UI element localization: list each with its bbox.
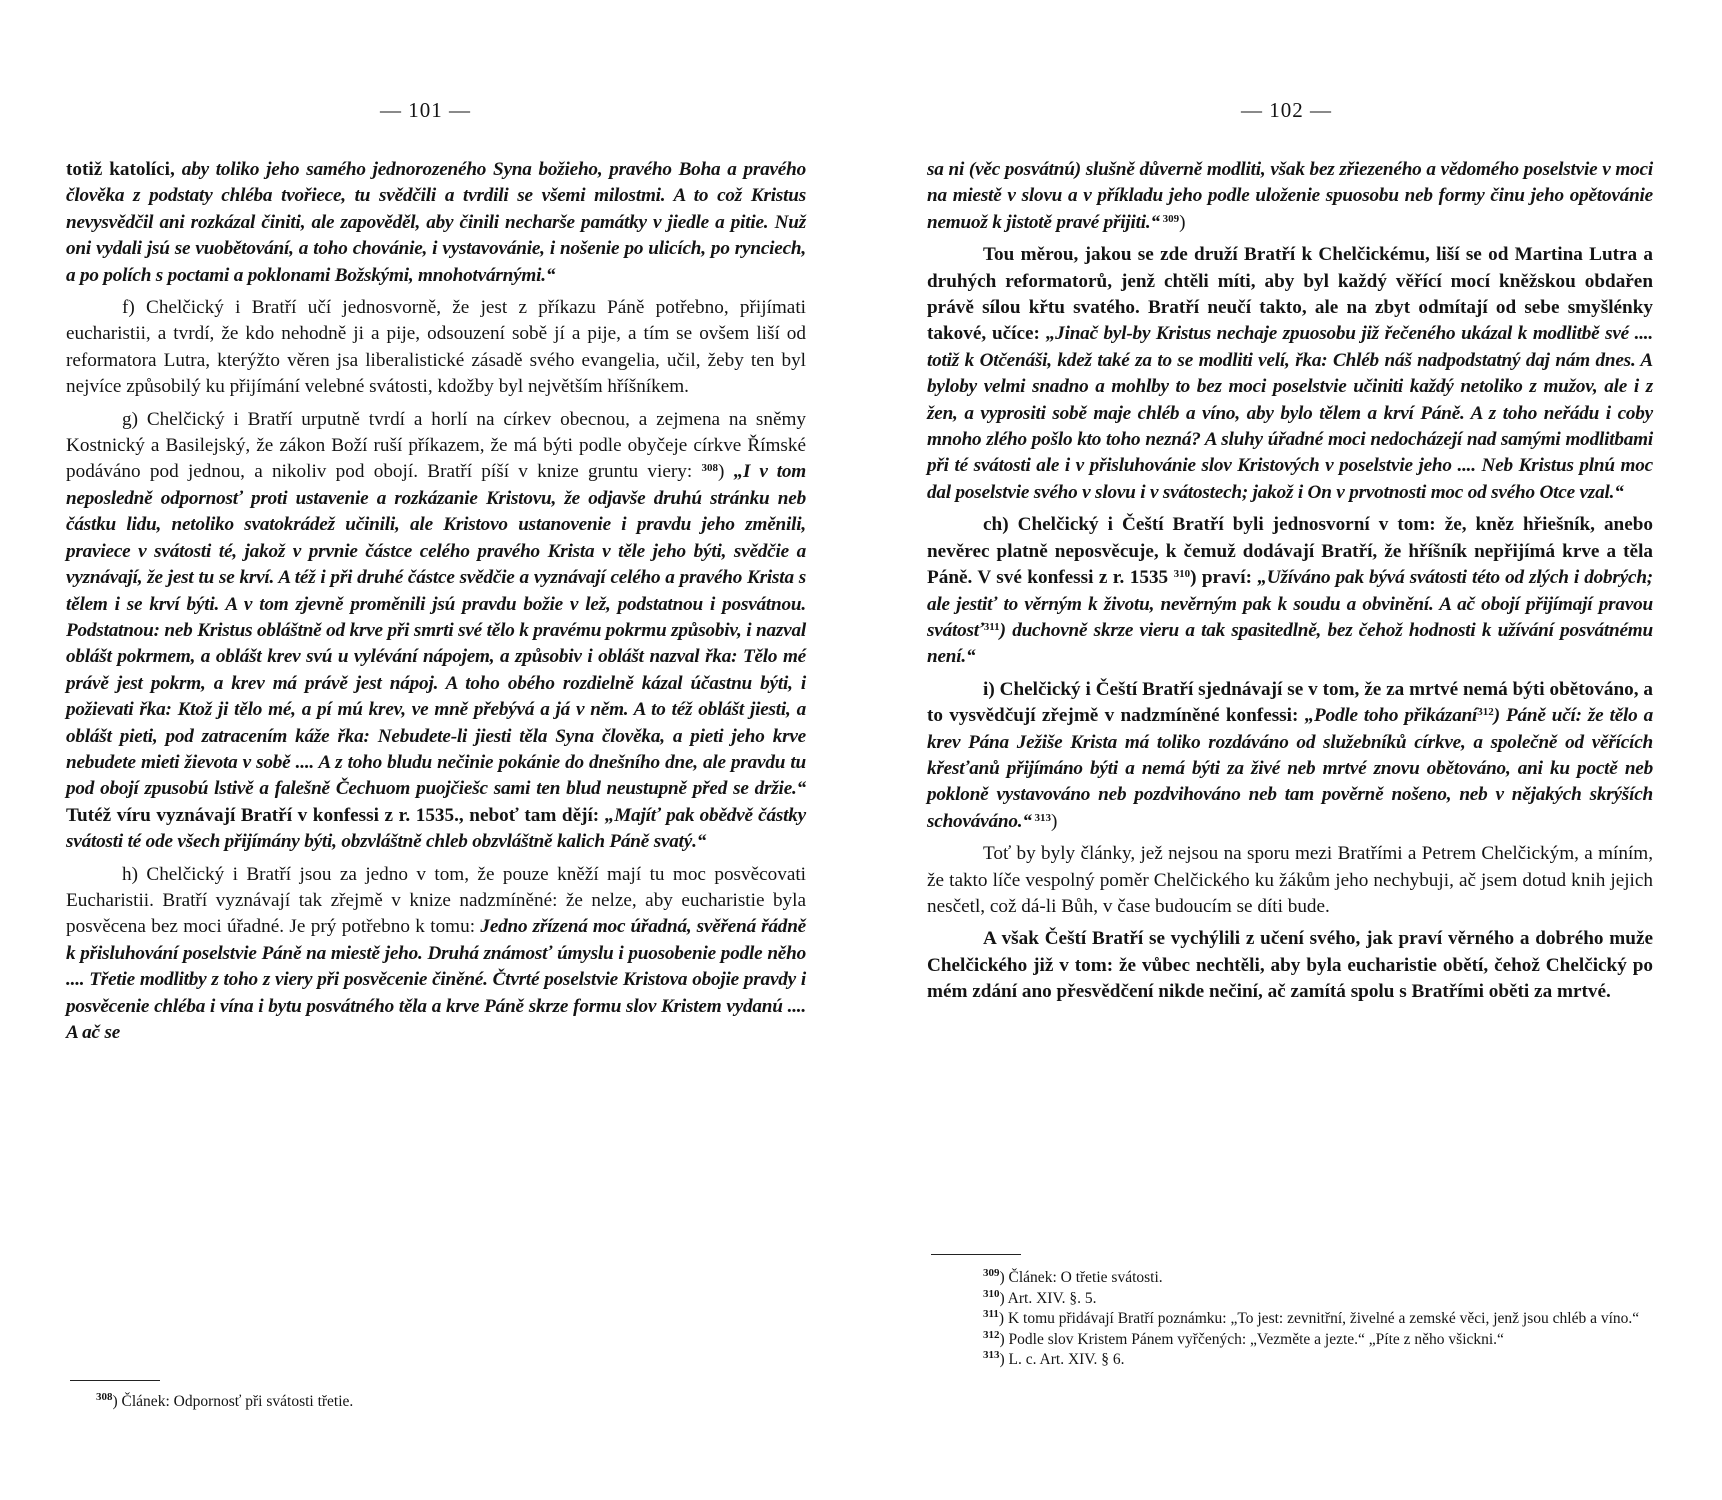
- paragraph-text: g) Chelčický i Bratří urputně tvrdí a horlí na církev obecnou, a zejmena na sněmy Kostnický a Basilejský, že zákon Boží ruší příkazem, že má býti podle obyčeje církve Římské podáváno pod jednou, a nikoliv pod obojí. Bratří píší v knize gruntu viery:: [66, 408, 806, 483]
- quotation-text: „Užíváno pak bývá svátosti této od zlých i dobrých; ale jestiť to věrným k životu, nevěrným pak k soudu a obvinění. A ač obojí přijímají pravou svátosť: [927, 567, 1653, 641]
- paragraph-text: Tutéž víru vyznávají Bratří v konfessi z r. 1535., neboť tam dějí:: [66, 804, 605, 826]
- right-page: [861, 0, 1722, 1500]
- footnote-310: [927, 1289, 1653, 1310]
- quotation-text: „I v tom neposledně odpornosť proti ustavenie a rozkázanie Kristovu, že odjavše druhú stránku neb částku lidu, netoliko svatokrádež učinili, ale Kristovo ustanovenie i pravdu jeho změnili, praviece v svátosti té, jakož v prvnie částce celého pravého Krista v těle jeho býti, svědčie a vyznávají, že jest tu se krví. A též i při druhé částce svědčie a vyznávají celého a pravého Krista s tělem i se krví býti. A v tom zjevně proměnili jsú pravdu božie v lež, podstatnou i posvátnou. Podstatnou: neb Kristus obláštně od krve při smrti své tělo k pravému pokrmu způsobiv, i nazval oblášt pokrmem, a oblášt krev svú u vylévání nápojem, a způsobiv i oblášt nazval řka: Tělo mé právě jest pokrm, a krev má právě jest nápoj. A toho obého rozdielně kázal účastnu býti, i požievati řka: Ktož ji tělo mé, a pí mú krev, ve mně přebývá a já v něm. A to též oblášt jiesti, a oblášt pieti, pod zatracením káže řka: Nebudete-li jiesti těla Syna člověka, a pieti jeho krve nebudete mieti žievota v sobě .... A z toho bludu nečinie pokánie do dnešního dne, ale pravdu tu pod obojí zpusobú lstivě a falešně Čechuom puojčiešc sami ten blud neustupně před se držie.“: [66, 461, 806, 800]
- footnote-313: [927, 1350, 1653, 1371]
- footnote-309: [927, 1268, 1653, 1289]
- quotation-text: „Majíť pak obědvě částky svátosti té ode všech přijímány býti, obzvláštně chleb obzvláštně kalich Páně svatý.“: [66, 804, 806, 853]
- paragraph-text: ): [1050, 810, 1058, 832]
- paragraph-text: totiž katolíci,: [66, 159, 182, 180]
- paragraph-text: Toť by byly články, jež nejsou na sporu mezi Bratřími a Petrem Chelčickým, a míním, že takto líče vespolný poměr Chelčického ku žákům jeho nechybuji, ač jsem dotud knih jejich nesčetl, což dá-li Bůh, v čase budoucím se díti bude.: [927, 843, 1653, 917]
- footnote-text: ) Podle slov Kristem Pánem vyřčených: „Vezměte a jezte.“ „Píte z něho všickni.“: [999, 1330, 1504, 1348]
- quotation-text: „Podle toho přikázaní: [1304, 705, 1478, 727]
- quotation-text: ) duchovně skrze vieru a tak spasitedlně, bez čehož hodnosti k užívání posvátnému není.“: [927, 619, 1653, 668]
- page-body-text: [927, 157, 1653, 1012]
- footnote-rule: [70, 1380, 160, 1381]
- footnote-mark: 309: [983, 1267, 1000, 1279]
- paragraph-text: i) Chelčický i Čeští Bratří sjednávají se v tom, že za mrtvé nemá býti obětováno, a to vysvědčují zřejmě v nadzmíněné konfessi:: [927, 678, 1653, 727]
- footnote-reference: 308: [701, 462, 718, 475]
- footnote-text: ) K tomu přidávají Bratří poznámku: „To jest: zevnitřní, živelné a zemské věci, jenž jsou chléb a víno.“: [998, 1310, 1640, 1327]
- paragraph: [927, 841, 1653, 920]
- quotation-text: Jedno zřízená moc úřadná, svěřená řádně k přisluhování poselstvie Páně na miestě jeho. Druhá známosť úmyslu i puosobenie podle něho .... Třetie modlitby z toho z viery při posvěcenie činěné. Čtvrté poselstvie Kristova obojie pravdy i posvěcenie chléba i vína i bytu posvátného těla a krve Páně skrze formu slov Kristem vydanú .... A ač se: [66, 916, 806, 1043]
- paragraph-text: ): [717, 461, 734, 483]
- page-number: — 102 —: [1241, 98, 1332, 122]
- paragraph-text: f) Chelčický i Bratří učí jednosvorně, že jest z příkazu Páně potřebno, přijímati eucharistii, a tvrdí, že kdo nehodně ji a pije, odsouzení sobě jí a pije, a tím se ovšem liší od reformatora Lutra, kterýžto věren jsa liberalistické zásadě svého evangelia, učil, žeby ten byl nejvíce způsobilý ku přijímání velebné svátosti, kdožby byl největším hříšníkem.: [66, 297, 806, 398]
- paragraph: [66, 295, 806, 401]
- quotation-text: sa ni (věc posvátnú) slušně důverně modliti, však bez zřiezeného a vědomého poselstvie v moci na miestě v slovu a v příkladu jeho podle uloženie spuosobu neb formy činu jeho opětovánie nemuož k jistotě pravé přijiti.“: [927, 159, 1653, 233]
- paragraph-text: ch) Chelčický i Čeští Bratří byli jednosvorní v tom: že, kněz hřiešník, anebo nevěrec platně neposvěcuje, k čemuž dodávají Bratří, že hříšník nepřijímá krve a těla Páně. V své konfessi z r. 1535: [927, 514, 1653, 589]
- paragraph: [927, 926, 1653, 1005]
- footnote-reference: 310: [1173, 568, 1191, 581]
- footnote-312: [927, 1330, 1653, 1351]
- paragraph: [927, 677, 1653, 835]
- paragraph: [927, 242, 1653, 506]
- paragraph-text: ): [1179, 211, 1186, 233]
- footnote-text: ) L. c. Art. XIV. § 6.: [999, 1351, 1125, 1368]
- footnote-reference: 313: [1031, 811, 1051, 824]
- paragraph-text: A však Čeští Bratří se vychýlili z učení svého, jak praví věrného a dobrého muže Chelčického již v tom: že vůbec nechtěli, aby byla eucharistie obětí, čehož Chelčický po mém zdání ano přesvědčení nikde nečiní, ač zamítá spolu s Bratřími oběti za mrtvé.: [927, 928, 1653, 1003]
- footnote-308: [96, 1392, 796, 1413]
- footnote-mark: 311: [983, 1308, 999, 1320]
- footnotes: [96, 1392, 796, 1413]
- footnote-mark: 310: [983, 1287, 1000, 1300]
- paragraph: [66, 407, 806, 856]
- left-page: [0, 0, 860, 1500]
- paragraph-text: Tou měrou, jakou se zde druží Bratří k Chelčickému, liší se od Martina Lutra a druhých reformatorů, jenž chtěli míti, aby byl každý věřící mocí kněžskou obdařen právě sílou křtu svatého. Bratří neučí takto, ale na zbyt odmítají od sebe smyšlénky takové, učíce:: [927, 244, 1653, 345]
- paragraph: [66, 157, 806, 289]
- footnote-rule: [931, 1254, 1021, 1255]
- paragraph: [66, 862, 806, 1047]
- footnote-mark: 312: [983, 1328, 1000, 1341]
- footnote-311: [927, 1309, 1653, 1330]
- quotation-text: „Jinač byl-by Kristus nechaje zpuosobu již řečeného ukázal k modlitbě své .... totiž k Otčenáši, kdež také za to se modliti velí, řka: Chléb náš nadpodstatný daj nám dnes. A byloby velmi snadno a mohlby to bez moci poselstvie učiniti každý netoliko z mužov, ale i z žen, a vyprositi sobě maje chléb a víno, aby bylo tělem a krví Páně. A z toho neřádu i coby mnoho zlého pošlo kto toho nezná? A sluhy úřadné moci nedocházejí nad samými modlitbami při té svátosti ale i v přisluhovánie slov Kristových v poselstvie jeho .... Neb Kristus plnú moc dal poselstvie svého v slovu i v svátostech; jakož i On v prvotnosti moc od svého Otce vzal.“: [927, 323, 1653, 503]
- page-number: — 101 —: [380, 98, 471, 122]
- quotation-text: ) Páně učí: že tělo a krev Pána Ježiše Krista má toliko rozdáváno od služebníků církve, a společně od věřících křesťanů přijímáno býti a nemá býti za živé neb mrtvé znovu obětováno, ani ku poctě neb pokloně vystavováno neb pozdvihováno neb tam pověrně nošeno, neb v nějakých skrýších schováváno.“: [927, 705, 1654, 832]
- footnote-reference: 312: [1477, 706, 1494, 719]
- paragraph-text: ) praví:: [1190, 567, 1258, 589]
- quotation-text: aby toliko jeho samého jednorozeného Syna božieho, pravého Boha a pravého člověka z podstaty chléba tvořiece, tu svědčili a tvrdili se všemi milostmi. A to což Kristus nevysvědčil ani rozkázal činiti, ale zapověděl, aby činili necharše památky v jiedle a pitie. Nuž oni vydali jsú se vuobětování, a toho chovánie, i vystavovánie, i nošenie po ulicích, po rynciech, a po polích s poctami a poklonami Božskými, mnohotvárnými.“: [66, 159, 806, 286]
- paragraph: [927, 512, 1653, 670]
- footnote-mark: 308: [96, 1391, 113, 1403]
- footnotes: [927, 1268, 1653, 1371]
- footnote-reference: 311: [983, 620, 1000, 633]
- paragraph-text: h) Chelčický i Bratří jsou za jedno v tom, že pouze kněží mají tu moc posvěcovati Eucharistii. Bratří vyznávají tak zřejmě v knize nadzmíněné: že nelze, aby eucharistie byla posvěcena bez moci úřadné. Je prý potřebno k tomu:: [66, 863, 806, 938]
- footnote-mark: 313: [983, 1349, 1000, 1361]
- page-body-text: [66, 157, 806, 1052]
- footnote-text: ) Art. XIV. §. 5.: [999, 1289, 1097, 1307]
- paragraph: [927, 157, 1653, 236]
- footnote-reference: 309: [1159, 212, 1180, 225]
- footnote-text: ) Článek: O třetie svátosti.: [999, 1269, 1163, 1286]
- footnote-text: ) Článek: Odpornosť při svátosti třetie.: [112, 1393, 354, 1410]
